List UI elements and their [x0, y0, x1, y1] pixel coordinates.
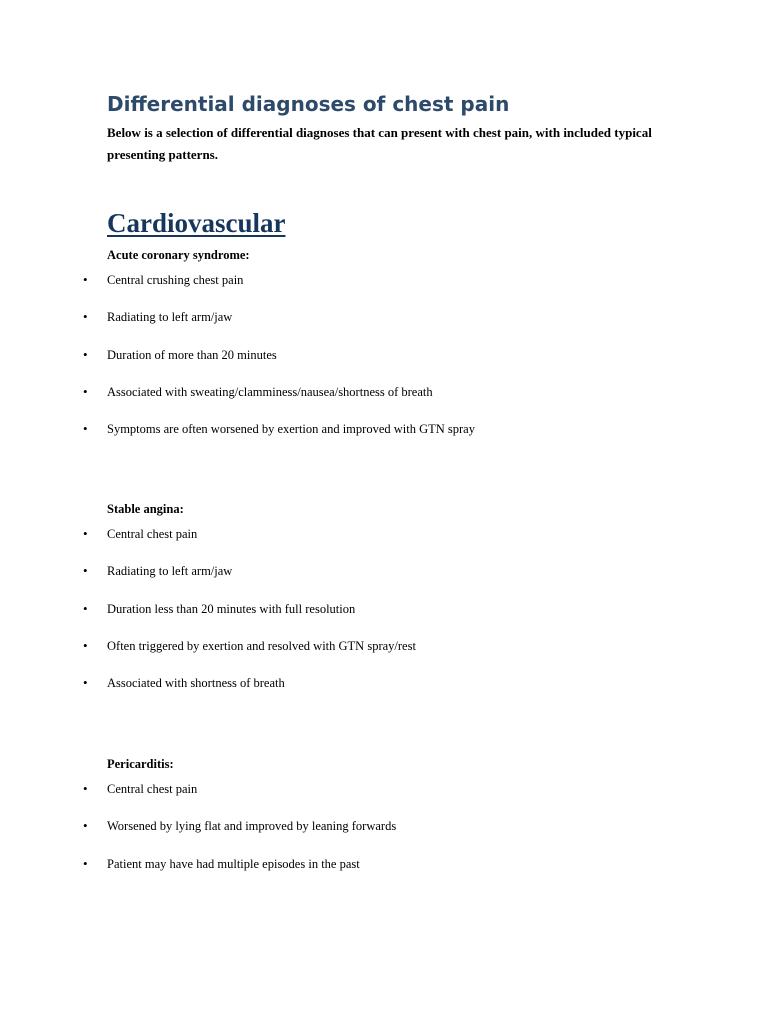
list-item: [0, 563, 768, 600]
bullet-icon: •: [83, 781, 88, 796]
bullet-list-stable-angina: [0, 526, 768, 712]
list-item-text: Patient may have had multiple episodes in the past: [107, 856, 360, 871]
list-item-text: Central chest pain: [107, 782, 198, 796]
list-item: [0, 638, 768, 675]
subheading-stable-angina: Stable angina:: [107, 502, 184, 516]
bullet-icon: •: [83, 272, 88, 287]
list-item: [0, 347, 768, 384]
document-title: Differential diagnoses of chest pain: [107, 92, 510, 116]
list-item-text: Central crushing chest pain: [107, 273, 244, 287]
bullet-list-pericarditis: [0, 781, 768, 893]
list-item-text: Radiating to left arm/jaw: [107, 310, 233, 325]
bullet-icon: •: [83, 383, 88, 399]
bullet-icon: •: [83, 637, 88, 653]
list-item-text: Symptoms are often worsened by exertion and improved with GTN spray: [107, 422, 475, 437]
list-item: [0, 272, 768, 309]
bullet-icon: •: [83, 526, 88, 541]
list-item: [0, 818, 768, 855]
list-item: [0, 384, 768, 421]
list-item: [0, 309, 768, 346]
list-item-text: Duration less than 20 minutes with full resolution: [107, 601, 356, 616]
bullet-icon: •: [83, 818, 88, 834]
list-item: [0, 856, 768, 893]
list-item-text: Radiating to left arm/jaw: [107, 564, 233, 579]
bullet-icon: •: [83, 309, 88, 325]
subheading-pericarditis: Pericarditis:: [107, 757, 174, 771]
list-item: [0, 526, 768, 563]
list-item-text: Associated with shortness of breath: [107, 676, 285, 691]
list-item: [0, 421, 768, 458]
bullet-icon: •: [83, 421, 88, 437]
intro-paragraph: Below is a selection of differential diagnoses that can present with chest pain, with included typical presenting patterns.: [107, 125, 652, 162]
list-item-text: Central chest pain: [107, 527, 198, 541]
list-item: [0, 675, 768, 712]
bullet-list-acute-coronary-syndrome: [0, 272, 768, 458]
list-item-text: Often triggered by exertion and resolved with GTN spray/rest: [107, 638, 416, 653]
list-item: [0, 781, 768, 818]
subheading-acute-coronary-syndrome: Acute coronary syndrome:: [107, 248, 250, 262]
bullet-icon: •: [83, 563, 88, 579]
list-item-text: Associated with sweating/clamminess/nausea/shortness of breath: [107, 384, 433, 399]
bullet-icon: •: [83, 855, 88, 871]
section-heading-cardiovascular: Cardiovascular: [107, 208, 286, 238]
bullet-icon: •: [83, 346, 88, 362]
list-item-text: Worsened by lying flat and improved by leaning forwards: [107, 819, 397, 834]
bullet-icon: •: [83, 675, 88, 691]
list-item-text: Duration of more than 20 minutes: [107, 347, 277, 362]
list-item: [0, 601, 768, 638]
bullet-icon: •: [83, 600, 88, 616]
